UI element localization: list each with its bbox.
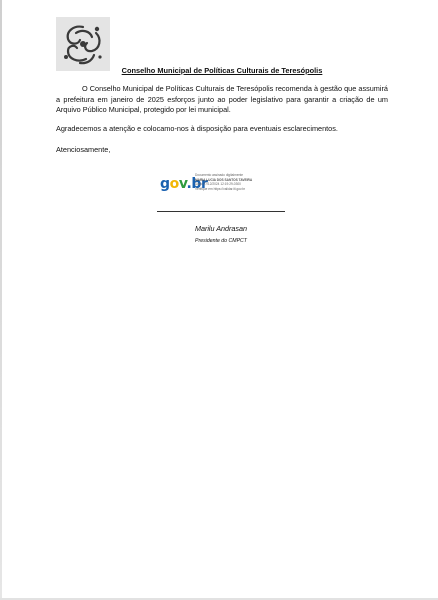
body-paragraph-thanks: Agradecemos a atenção e colocamo-nos à disposição para eventuais esclarecimentos. bbox=[56, 124, 338, 133]
signature-line bbox=[157, 211, 285, 212]
page-edge bbox=[0, 0, 2, 600]
signer-name: Marilu Andrasan bbox=[194, 224, 248, 233]
gov-br-logo-icon: gov.br bbox=[160, 176, 208, 192]
stamp-line: Documento assinado digitalmente bbox=[195, 173, 244, 177]
closing-salutation: Atenciosamente, bbox=[56, 145, 111, 154]
body-paragraph-recommendation: O Conselho Municipal de Políticas Culturais de Teresópolis recomenda à gestão que assumirá a prefeitura em janeiro de 2025 esforços junto ao poder legislativo para garantir a criação de um Arquivo Público Municipal, protegido por lei municipal. bbox=[56, 84, 388, 115]
logo-swirl-graphic bbox=[56, 17, 110, 71]
stamp-date: Data: 27/12/2024 12:19:29-0300 bbox=[195, 182, 241, 187]
digital-signature-stamp bbox=[160, 171, 288, 201]
stamp-verify-url[interactable]: Verifique em https://validar.iti.gov.br bbox=[195, 186, 246, 191]
council-logo-icon bbox=[56, 17, 110, 71]
council-title: Conselho Municipal de Políticas Culturais de Teresópolis bbox=[121, 66, 323, 75]
signer-role: Presidente do CMPCT bbox=[195, 238, 247, 244]
stamp-signer-name: MARIA LUCIA DOS SANTOS TAVEIRA bbox=[195, 177, 253, 182]
stamp-text bbox=[195, 173, 290, 191]
